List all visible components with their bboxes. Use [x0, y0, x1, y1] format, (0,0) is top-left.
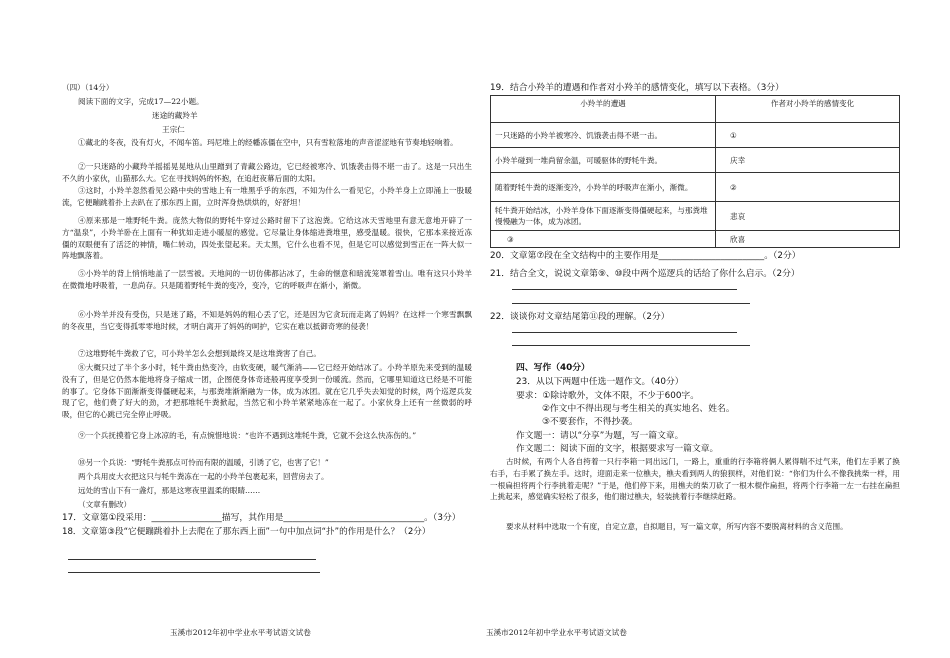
emotion-table [490, 95, 900, 248]
paragraph-11: 两个兵用皮大衣把这只与牦牛粪冻在一起的小羚羊包裹起来，回营房去了。 [78, 472, 329, 481]
writing-material: 古时候，有两个人各自挎着一只行李箱一同出远门，一路上，重重的行李箱将俩人累得喘不过气来，他们左手累了换右手，右手累了换左手。这时，迎面走来一位樵夫，樵夫看到两人的狼狈样，对他们说：“你们为什么不像我挑柴一样，用一根扁担将两个行李挑着走呢？”于是，他们停下来，用樵夫的柴刀砍了一根木棍作扁担，将两个行李箱一左一右挂在扁担上挑起来，感觉确实轻松了很多，他们谢过樵夫，轻装挑着行李继续赶路。 [490, 457, 900, 502]
footer-right: 玉溪市2012年初中学业水平考试语文试卷 [486, 628, 627, 637]
table-header-row [491, 96, 900, 123]
paragraph-8: ⑧大概只过了半个多小时，牦牛粪由热变冷，由软变硬，暖气渐消——它已经开始结冰了。小羚羊原先来受到的温暖没有了，但是它仍然本能地将身子缩成一团，企图使身体奇迹般再度享受到一份暖流。然而，它哪里知道这已经是不可能的事了。它身体下面渐渐变得僵硬起来，与那粪堆渐渐融为一体，成为冰团。就在它几乎失去知觉的时候，两个巡逻兵发现了它，他们费了好大的劲，才把那堆牦牛粪掀起，当然它和小羚羊紧紧地冻在一起了。小家伙身上还有一丝微弱的呼吸，但它的心跳已完全停止呼吸。 [62, 363, 472, 420]
source-note: （文章有删改） [78, 500, 132, 509]
writing-topic-2: 作文题二：阅读下面的文字，根据要求写一篇文章。 [516, 444, 719, 454]
table-row [491, 173, 900, 202]
answer-line-22a[interactable] [512, 332, 737, 333]
paragraph-5: ⑤小羚羊的背上悄悄地盖了一层雪被。天地间的一切仿佛都沾冰了，生命的惬意和暗流笼罩着雪山。唯有这只小羚羊在微微地呼吸着，一息尚存。只是随着野牦牛粪的变冷，变冷，它的呼吸声在渐小，渐微。 [62, 269, 472, 290]
table-cell: 庆幸 [716, 148, 900, 173]
footer-left: 玉溪市2012年初中学业水平考试语文试卷 [170, 628, 311, 637]
question-20: 20．文章第⑦段在全文结构中的主要作用是________________________。（2分） [490, 251, 801, 261]
article-title: 迷途的藏羚羊 [152, 111, 198, 120]
question-22: 22．谈谈你对文章结尾第⑪段的理解。（2分） [490, 312, 670, 322]
answer-line-18a[interactable] [68, 559, 316, 560]
table-row [491, 231, 900, 248]
reading-intro: 阅读下面的文字，完成17—22小题。 [78, 97, 204, 106]
table-header: 小羚羊的遭遇 [491, 96, 716, 123]
question-19: 19．结合小羚羊的遭遇和作者对小羚羊的感情变化，填写以下表格。（3分） [490, 83, 784, 93]
paragraph-6: ⑥小羚羊并没有受伤，只是迷了路，不知是妈妈的粗心丢了它，还是因为它贪玩而走离了妈妈？在这样一个寒雪飘飘的冬夜里，当它变得孤零零地时候，才明白离开了妈妈的呵护，它实在难以抵御奇寒的侵袭！ [62, 310, 472, 331]
table-row [491, 148, 900, 173]
answer-line-21a[interactable] [512, 289, 737, 290]
writing-instruction: 要求从材料中选取一个有度，自定立意，自拟题目，写一篇文章，所写内容不要脱离材料的含义范围。 [506, 522, 848, 531]
table-cell: 悲哀 [716, 202, 900, 231]
paragraph-12: 远处的雪山下有一盏灯，那是这寒夜里温柔的眼睛…… [78, 486, 261, 495]
writing-requirement-3: ③不要套作，不得抄袭。 [542, 417, 638, 427]
table-cell-answer[interactable]: ① [716, 123, 900, 148]
table-cell-answer[interactable]: ② [716, 173, 900, 202]
writing-requirement-1: 要求：①除诗歌外，文体不限，不少于600字。 [516, 391, 700, 401]
section-label: （四）（14分） [62, 83, 114, 92]
table-cell: 小羚羊碰到一堆尚留余温，可暖驱体的野牦牛粪。 [491, 148, 716, 173]
table-cell: 随着野牦牛粪的逐渐变冷，小羚羊的呼吸声在渐小，渐微。 [491, 173, 716, 202]
table-cell-answer[interactable]: ③ [491, 231, 716, 248]
paragraph-3: ③这时，小羚羊忽然看见公路中央的雪地上有一堆黑乎乎的东西，不知为什么一看见它，小羚羊身上立即涌上一股暖流，它便蹦跳着扑上去趴在了那东西上面，立时浑身热烘烘的，好舒坦！ [62, 186, 472, 207]
writing-section-title: 四、写作（40分） [516, 363, 590, 373]
question-18: 18．文章第③段“它便蹦跳着扑上去爬在了那东西上面”一句中加点词“扑”的作用是什么？（2分） [62, 527, 431, 537]
table-cell: 欣喜 [716, 231, 900, 248]
paragraph-7: ⑦这堆野牦牛粪救了它，可小羚羊怎么会想到最终又是这堆粪害了自己。 [78, 349, 321, 358]
answer-line-18b[interactable] [68, 572, 320, 573]
article-author: 王宗仁 [162, 125, 185, 134]
answer-line-21b[interactable] [512, 303, 750, 304]
table-cell: 牦牛粪开始结冰，小羚羊身体下面逐渐变得僵硬起来，与那粪堆慢慢融为一体，成为冰团。 [491, 202, 716, 231]
writing-requirement-2: ②作文中不得出现与考生相关的真实地名、姓名。 [542, 404, 735, 414]
paragraph-2: ②一只迷路的小藏羚羊摇摇晃晃地从山里蹭到了青藏公路边，它已经被寒冷、饥饿袭击得不堪一击了。这是一只出生不久的小家伙，山猫那么大。它在寻找妈妈的怀抱，在追赶夜幕后面的太阳。 [62, 162, 472, 183]
paragraph-4: ④原来那是一堆野牦牛粪。庞然大物似的野牦牛穿过公路时留下了这泡粪。它给这冰天雪地里有意无意地开辟了一方“温泉”，小羚羊卧在上面有一种犹如走进小暖屋的感觉。它尽量让身体缩进粪堆里，感受温暖。很快，它那本来接近冻僵的双眼便有了活泛的神情，嘴仁转动，四处张望起来。天太黑，它什么也看不见，但是它可以感觉到雪正在一阵大似一阵地飘落着。 [62, 216, 472, 261]
table-header: 作者对小羚羊的感情变化 [716, 96, 900, 123]
writing-topic-1: 作文题一：请以“分享”为题，写一篇文章。 [516, 431, 684, 441]
question-23: 23．从以下两题中任选一题作文。（40分） [516, 377, 684, 387]
paragraph-9: ⑨一个兵抚摸着它身上冰凉的毛，有点惋惜地说：“也许不遇到这堆牦牛粪，它就不会这么快冻伤的。” [78, 431, 417, 440]
table-row [491, 123, 900, 148]
paragraph-10: ⑩另一个兵说：“野牦牛粪那点可怜而有限的温暖，引诱了它，也害了它！” [78, 458, 329, 467]
question-21: 21．结合全文，说说文章第⑨、⑩段中两个巡逻兵的话给了你什么启示。（2分） [490, 269, 800, 279]
paragraph-1: ①藏北的冬夜，没有灯火，不闻车笛。玛尼堆上的经幡冻僵在空中，只有雪粒落地的声音涩涩地有节奏地轻响着。 [78, 138, 458, 147]
table-row [491, 202, 900, 231]
answer-line-22b[interactable] [512, 345, 750, 346]
table-cell: 一只迷路的小羚羊被寒冷、饥饿袭击得不堪一击。 [491, 123, 716, 148]
question-17: 17．文章第①段采用：________________描写，其作用是________________________________。（3分） [62, 513, 461, 523]
